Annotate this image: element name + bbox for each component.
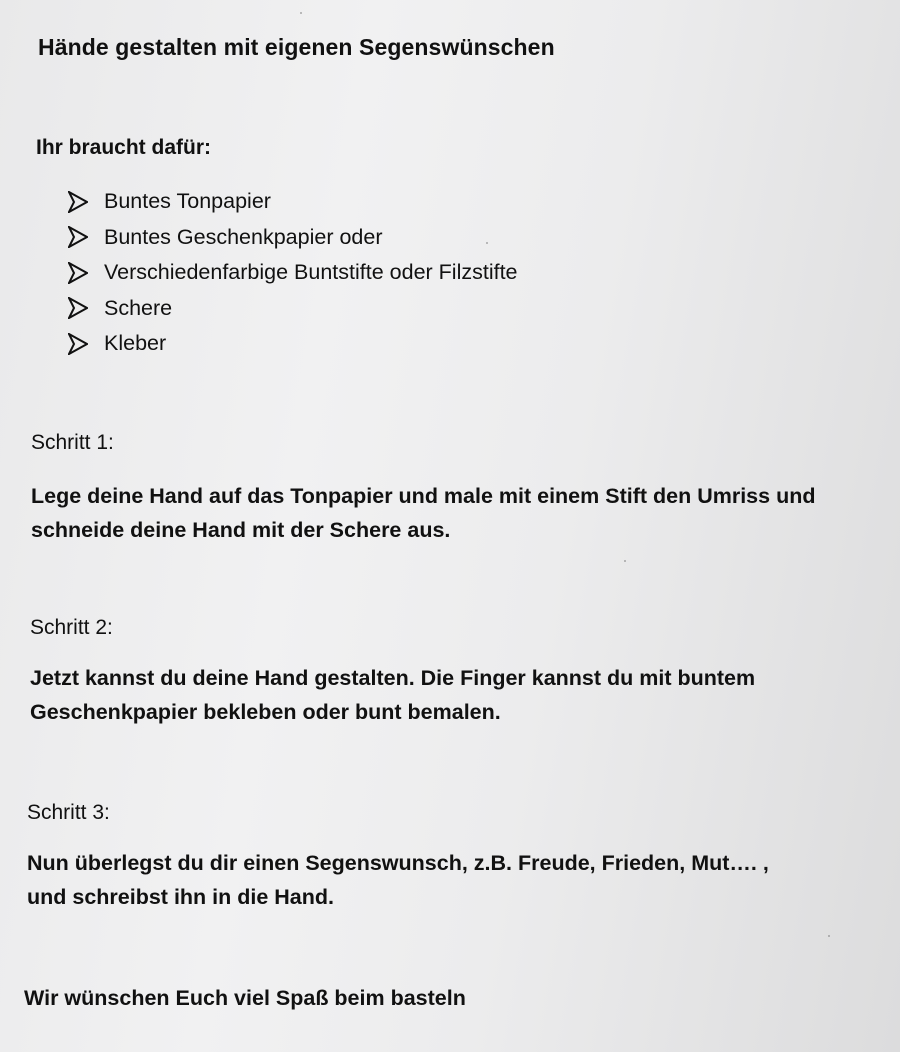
- step-3-text: Nun überlegst du dir einen Segenswunsch, z.B. Freude, Frieden, Mut…. , und schreibst ihn in die Hand.: [27, 851, 769, 909]
- list-item: [68, 184, 518, 220]
- arrowhead-bullet-icon: [68, 191, 88, 213]
- step-2-heading: Schritt 2:: [30, 616, 113, 639]
- closing-line: Wir wünschen Euch viel Spaß beim basteln: [24, 986, 466, 1010]
- list-item: [68, 255, 518, 291]
- material-label: Schere: [104, 295, 173, 320]
- material-label: Buntes Tonpapier: [104, 189, 271, 214]
- arrowhead-bullet-icon: [68, 333, 88, 355]
- paper-speck: [486, 242, 488, 244]
- step-1-heading: Schritt 1:: [31, 431, 114, 454]
- list-item: [68, 326, 518, 362]
- material-label: Verschiedenfarbige Buntstifte oder Filzstifte: [104, 260, 518, 285]
- material-label: Buntes Geschenkpapier oder: [104, 224, 383, 249]
- arrowhead-bullet-icon: [68, 226, 88, 248]
- step-2-text: Jetzt kannst du deine Hand gestalten. Die Finger kannst du mit buntem Geschenkpapier bekleben oder bunt bemalen.: [30, 666, 756, 724]
- arrowhead-bullet-icon: [68, 297, 88, 319]
- paper-speck: [828, 935, 830, 937]
- step-1-text: Lege deine Hand auf das Tonpapier und male mit einem Stift den Umriss und schneide deine Hand mit der Schere aus.: [31, 484, 816, 542]
- document-title: Hände gestalten mit eigenen Segenswünschen: [38, 34, 555, 60]
- arrowhead-bullet-icon: [68, 262, 88, 284]
- paper-speck: [624, 560, 626, 562]
- material-label: Kleber: [104, 331, 167, 356]
- step-3-heading: Schritt 3:: [27, 801, 110, 824]
- materials-heading: Ihr braucht dafür:: [36, 136, 212, 159]
- paper-speck: [300, 12, 302, 14]
- list-item: [68, 220, 518, 256]
- materials-list: [68, 184, 518, 362]
- list-item: [68, 291, 518, 327]
